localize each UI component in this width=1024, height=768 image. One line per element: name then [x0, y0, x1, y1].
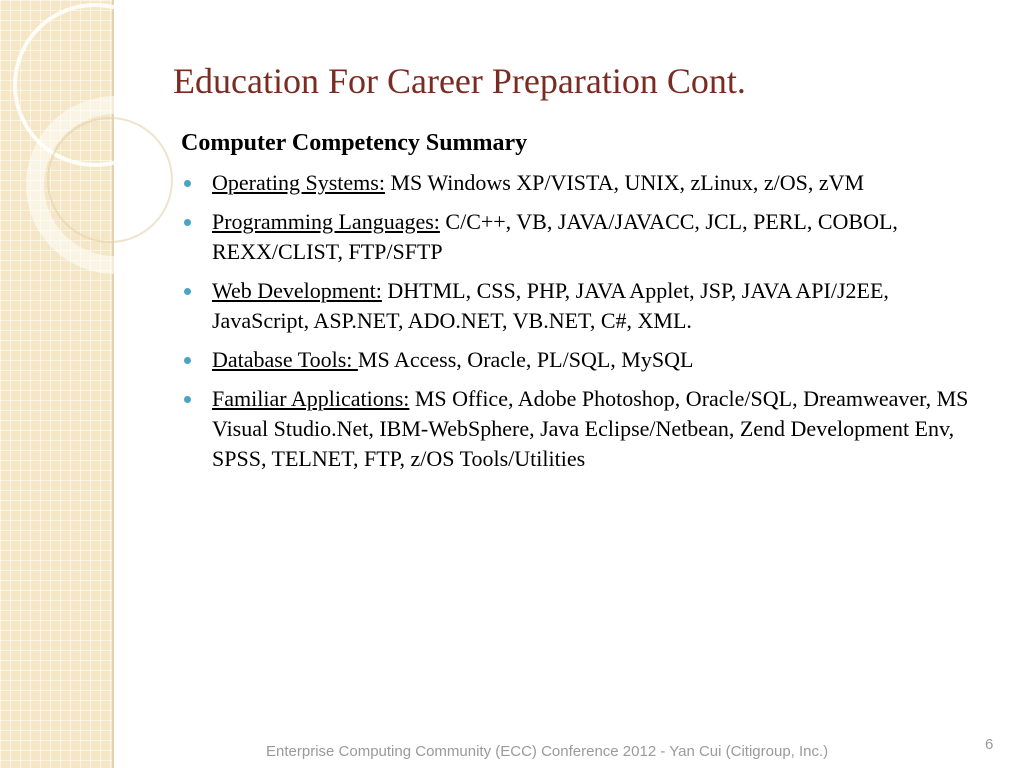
bullet-text: DHTML, CSS, PHP, JAVA Applet, JSP, JAVA API/J2EE, JavaScript, ASP.NET, ADO.NET, VB.NET, C#, XML.	[212, 278, 889, 333]
bullet-item	[181, 276, 991, 336]
bullet-dot-icon	[184, 357, 191, 364]
bullet-item	[181, 384, 991, 474]
bullet-text: C/C++, VB, JAVA/JAVACC, JCL, PERL, COBOL, REXX/CLIST, FTP/SFTP	[212, 209, 898, 264]
bullet-dot-icon	[184, 180, 191, 187]
section-subtitle: Computer Competency Summary	[181, 130, 528, 156]
decorative-rings	[0, 0, 200, 300]
bullet-item	[181, 345, 991, 375]
page-number: 6	[985, 736, 994, 753]
bullet-list	[181, 168, 991, 474]
bullet-dot-icon	[184, 288, 191, 295]
bullet-label: Operating Systems:	[212, 170, 385, 195]
bullet-text: MS Access, Oracle, PL/SQL, MySQL	[357, 347, 694, 372]
bullet-label: Familiar Applications:	[212, 386, 410, 411]
bullet-dot-icon	[184, 396, 191, 403]
bullet-text: MS Windows XP/VISTA, UNIX, zLinux, z/OS, zVM	[384, 170, 865, 195]
bullet-label: Web Development:	[212, 278, 382, 303]
bullet-label: Database Tools:	[212, 347, 358, 372]
bullet-item	[181, 168, 991, 198]
bullet-label: Programming Languages:	[212, 209, 440, 234]
slide-title: Education For Career Preparation Cont.	[173, 61, 746, 101]
bullet-text: MS Office, Adobe Photoshop, Oracle/SQL, Dreamweaver, MS Visual Studio.Net, IBM-WebSphere, Java Eclipse/Netbean, Zend Development Env, SPSS, TELNET, FTP, z/OS Tools/Utilities	[212, 386, 969, 471]
bullet-dot-icon	[184, 219, 191, 226]
slide-footer: Enterprise Computing Community (ECC) Conference 2012 - Yan Cui (Citigroup, Inc.)	[266, 743, 829, 760]
slide-content	[181, 128, 991, 483]
bullet-item	[181, 207, 991, 267]
